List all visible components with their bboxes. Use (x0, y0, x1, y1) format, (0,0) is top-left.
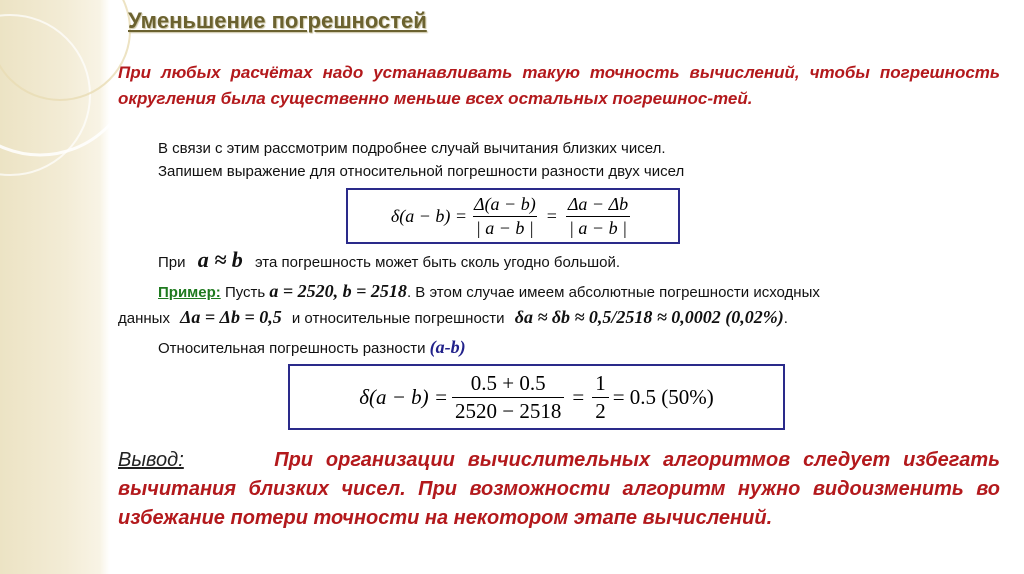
rel-diff-math: (a-b) (429, 337, 466, 357)
formula2-half-num: 1 (595, 370, 606, 395)
conclusion-label: Вывод: (118, 449, 184, 471)
intro-paragraph: При любых расчётах надо устанавливать такую точность вычислений, чтобы погрешность округления была существенно меньше всех остальных погрешнос-тей. (118, 63, 1000, 108)
example-text-5: . (783, 310, 788, 327)
formula2-fraction-half (592, 371, 609, 424)
text-line-2: Запишем выражение для относительной погрешности разности двух чисел (158, 163, 685, 180)
example-line-1 (158, 281, 820, 302)
formula1-equals: = (546, 205, 557, 226)
rel-diff-line (158, 337, 466, 358)
formula2-half-den: 2 (592, 397, 609, 424)
formula1-fraction-2 (565, 194, 631, 239)
formula2-fraction-main (452, 371, 564, 424)
conclusion-paragraph (118, 446, 1000, 533)
slide-title: Уменьшение погрешностей (128, 8, 427, 33)
example-text-3: данных (118, 310, 170, 327)
formula-relative-error (346, 188, 680, 244)
approx-suffix: эта погрешность может быть сколь угодно большой. (254, 254, 621, 271)
formula2-den: 2520 − 2518 (452, 397, 564, 424)
example-math-values: a = 2520, b = 2518 (269, 281, 407, 301)
formula2-num: 0.5 + 0.5 (470, 370, 546, 395)
approx-math: a ≈ b (197, 247, 243, 272)
formula1-frac1-den: | a − b | (473, 216, 537, 239)
formula1-lhs: δ(a − b) = (390, 205, 467, 226)
formula2-result: = 0.5 (50%) (612, 384, 714, 409)
example-label: Пример: (158, 284, 221, 301)
example-line-2 (118, 307, 788, 328)
formula1-frac1-num: Δ(a − b) (474, 193, 536, 214)
conclusion-text: При организации вычислительных алгоритмов следует избегать вычитания близких чисел. При возможности алгоритм нужно видоизменить во избежание потери точности на некотором этапе вычислений. (118, 449, 1001, 529)
example-text-4: и относительные погрешности (291, 310, 505, 327)
formula2-lhs: δ(a − b) = (359, 384, 449, 409)
example-text-1: Пусть (224, 284, 266, 301)
formula-example-result (288, 364, 785, 430)
formula1-frac2-num: Δa − Δb (567, 193, 629, 214)
formula2-equals: = (572, 384, 585, 409)
formula1-frac2-den: | a − b | (566, 216, 630, 239)
example-math-rel-errors: δa ≈ δb ≈ 0,5/2518 ≈ 0,0002 (0,02%) (514, 307, 784, 327)
example-text-2: . В этом случае имеем абсолютные погрешности исходных (406, 284, 820, 301)
formula1-fraction-1 (471, 194, 539, 239)
rel-diff-text: Относительная погрешность разности (158, 340, 426, 357)
text-line-1: В связи с этим рассмотрим подробнее случай вычитания близких чисел. (158, 140, 666, 157)
approx-line (158, 247, 620, 273)
example-math-abs-errors: Δa = Δb = 0,5 (180, 307, 282, 327)
approx-prefix: При (158, 254, 186, 271)
